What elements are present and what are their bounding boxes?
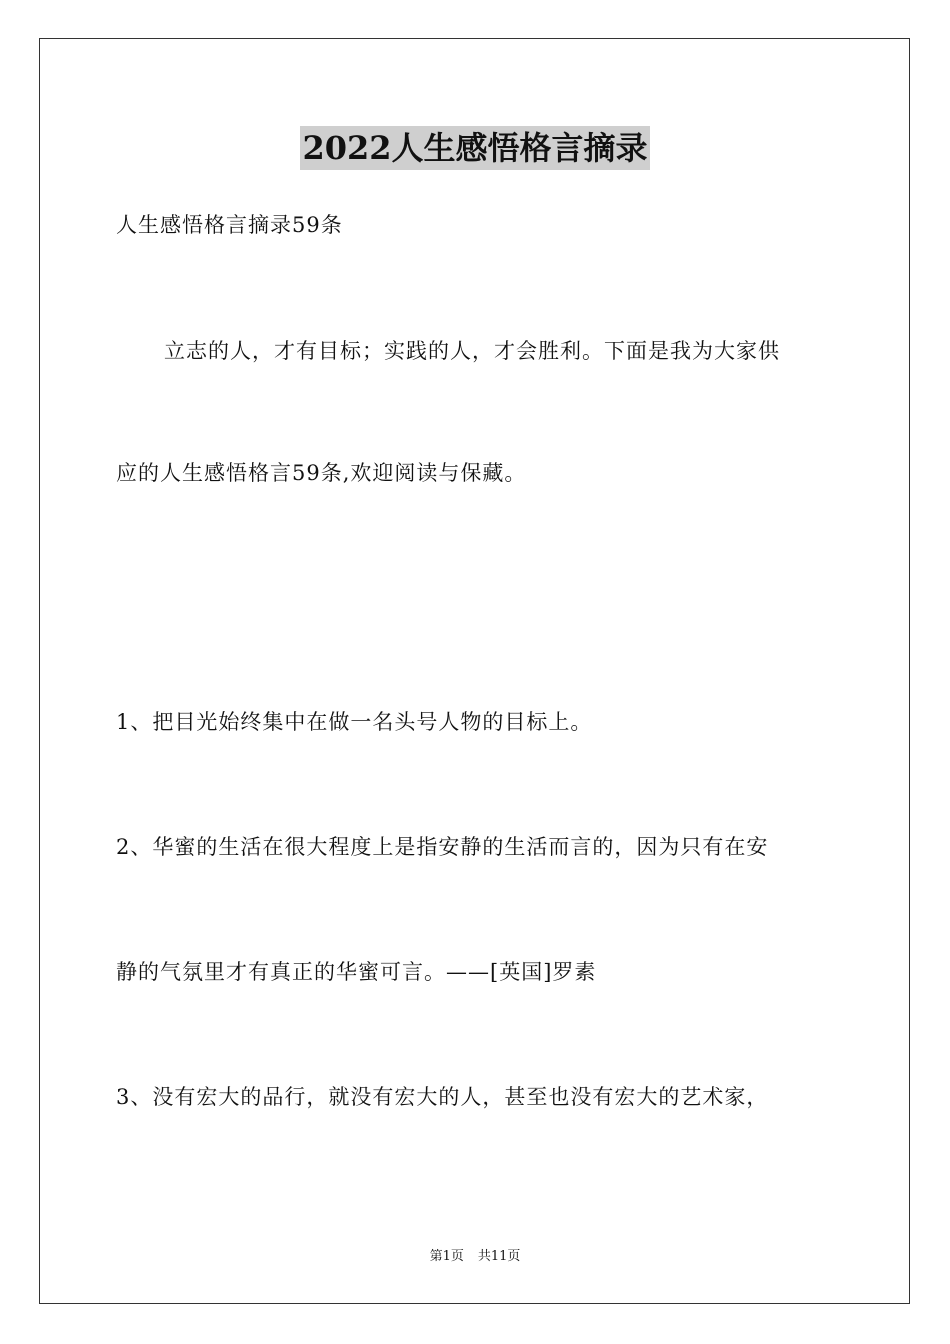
page-footer — [0, 1248, 950, 1266]
quote-item-2-line-1: 2、华蜜的生活在很大程度上是指安静的生活而言的，因为只有在安 — [116, 835, 769, 859]
page-number: 第1页 — [429, 1249, 464, 1264]
document-title-wrapper — [0, 126, 950, 170]
intro-paragraph-line-1: 立志的人，才有目标；实践的人，才会胜利。下面是我为大家供 — [164, 339, 780, 363]
document-title: 2022人生感悟格言摘录 — [300, 126, 649, 170]
page-total: 共11页 — [477, 1249, 521, 1264]
quote-item-3-line-1: 3、没有宏大的品行，就没有宏大的人，甚至也没有宏大的艺术家， — [116, 1085, 769, 1109]
document-subtitle: 人生感悟格言摘录59条 — [116, 213, 343, 237]
quote-item-2-line-2: 静的气氛里才有真正的华蜜可言。——[英国]罗素 — [116, 960, 597, 984]
quote-item-1: 1、把目光始终集中在做一名头号人物的目标上。 — [116, 710, 593, 734]
intro-paragraph-line-2: 应的人生感悟格言59条,欢迎阅读与保藏。 — [116, 461, 527, 485]
